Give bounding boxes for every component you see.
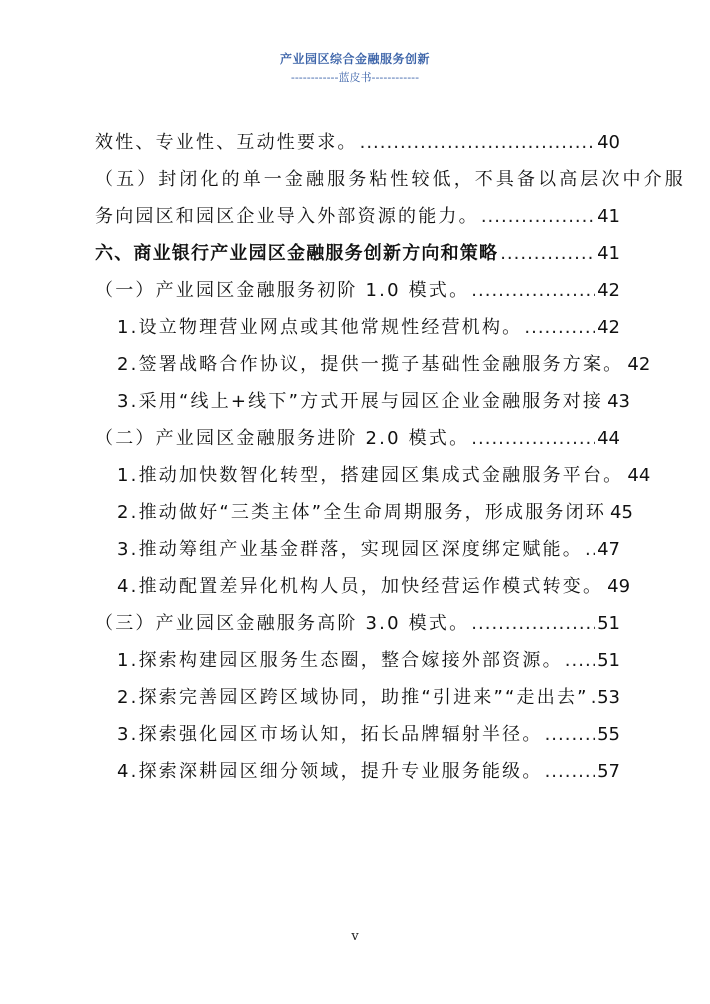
toc-entry-text: （五）封闭化的单一金融服务粘性较低，不具备以高层次中介服 bbox=[95, 169, 686, 190]
running-header bbox=[0, 50, 710, 86]
toc-section-entry[interactable] bbox=[95, 608, 620, 639]
toc-entry-text: 2.推动做好“三类主体”全生命周期服务，形成服务闭环 bbox=[117, 502, 607, 523]
toc-entry-text: 1.探索构建园区服务生态圈，整合嫁接外部资源。 bbox=[117, 650, 563, 671]
toc-entry-text: （三）产业园区金融服务高阶 3.0 模式。 bbox=[95, 613, 470, 634]
toc-entry-text: 1.推动加快数智化转型，搭建园区集成式金融服务平台。 bbox=[117, 465, 624, 486]
toc-entry-text: （一）产业园区金融服务初阶 1.0 模式。 bbox=[95, 280, 470, 301]
toc-entry-page: 41 bbox=[597, 206, 620, 227]
toc-entry-text: 2.探索完善园区跨区域协同，助推“引进来”“走出去” bbox=[117, 687, 589, 708]
toc-subsection-entry[interactable] bbox=[95, 756, 620, 787]
header-title: 产业园区综合金融服务创新 bbox=[279, 52, 430, 66]
toc-entry-page: 47 bbox=[597, 539, 620, 560]
toc-chapter-entry[interactable] bbox=[95, 238, 620, 269]
toc-entry-text: 务向园区和园区企业导入外部资源的能力。 bbox=[95, 206, 479, 227]
toc-entry[interactable] bbox=[95, 127, 620, 158]
dot-leader bbox=[360, 127, 595, 158]
toc-entry-page: 57 bbox=[597, 761, 620, 782]
toc-entry-page: 45 bbox=[610, 502, 633, 523]
toc-entry-text: 3.采用“线上+线下”方式开展与园区企业金融服务对接 bbox=[117, 391, 604, 412]
toc-entry-page: 40 bbox=[597, 132, 620, 153]
dot-leader bbox=[471, 275, 595, 306]
toc-subsection-entry[interactable] bbox=[95, 645, 620, 676]
dot-leader bbox=[545, 719, 596, 750]
toc-entry[interactable] bbox=[95, 201, 620, 232]
toc-entry-page: 42 bbox=[627, 354, 651, 375]
toc-entry-page: 43 bbox=[607, 391, 631, 412]
dot-leader bbox=[585, 534, 595, 565]
toc-entry-page: 55 bbox=[597, 724, 620, 745]
toc-subsection-entry[interactable] bbox=[95, 386, 631, 417]
toc-entry-page: 44 bbox=[627, 465, 651, 486]
dot-leader bbox=[524, 312, 595, 343]
toc-entry-page: 49 bbox=[607, 576, 631, 597]
toc-section-entry[interactable] bbox=[95, 275, 620, 306]
toc-subsection-entry[interactable] bbox=[95, 571, 631, 602]
toc-subsection-entry[interactable] bbox=[95, 460, 651, 491]
toc-entry-page: 51 bbox=[597, 650, 620, 671]
dot-leader bbox=[545, 756, 596, 787]
dot-leader bbox=[591, 682, 595, 713]
dot-leader bbox=[471, 423, 595, 454]
toc-entry-text: 2.签署战略合作协议，提供一揽子基础性金融服务方案。 bbox=[117, 354, 624, 375]
toc-entry-page: 42 bbox=[597, 280, 620, 301]
page-number: v bbox=[351, 929, 359, 944]
toc-section-entry[interactable] bbox=[95, 423, 620, 454]
toc-subsection-entry[interactable] bbox=[95, 534, 620, 565]
toc-entry[interactable] bbox=[95, 164, 686, 195]
toc-subsection-entry[interactable] bbox=[95, 682, 620, 713]
header-subtitle: ------------蓝皮书------------ bbox=[290, 71, 420, 84]
toc-entry-page: 44 bbox=[597, 428, 620, 449]
toc-entry-page: 51 bbox=[597, 613, 620, 634]
table-of-contents bbox=[95, 127, 686, 793]
toc-entry-page: 42 bbox=[597, 317, 620, 338]
toc-entry-text: （二）产业园区金融服务进阶 2.0 模式。 bbox=[95, 428, 470, 449]
toc-entry-text: 4.探索深耕园区细分领域，提升专业服务能级。 bbox=[117, 761, 543, 782]
dot-leader bbox=[500, 238, 595, 269]
toc-entry-text: 3.探索强化园区市场认知，拓长品牌辐射半径。 bbox=[117, 724, 543, 745]
toc-entry-text: 六、商业银行产业园区金融服务创新方向和策略 bbox=[95, 243, 499, 264]
toc-entry-page: 53 bbox=[597, 687, 620, 708]
toc-entry-text: 3.推动筹组产业基金群落，实现园区深度绑定赋能。 bbox=[117, 539, 583, 560]
toc-subsection-entry[interactable] bbox=[95, 349, 651, 380]
toc-entry-text: 1.设立物理营业网点或其他常规性经营机构。 bbox=[117, 317, 523, 338]
toc-subsection-entry[interactable] bbox=[95, 497, 633, 528]
dot-leader bbox=[565, 645, 595, 676]
dot-leader bbox=[471, 608, 595, 639]
toc-entry-text: 效性、专业性、互动性要求。 bbox=[95, 132, 358, 153]
toc-entry-page: 41 bbox=[597, 243, 620, 264]
toc-subsection-entry[interactable] bbox=[95, 312, 620, 343]
toc-subsection-entry[interactable] bbox=[95, 719, 620, 750]
dot-leader bbox=[481, 201, 595, 232]
toc-entry-text: 4.推动配置差异化机构人员，加快经营运作模式转变。 bbox=[117, 576, 604, 597]
